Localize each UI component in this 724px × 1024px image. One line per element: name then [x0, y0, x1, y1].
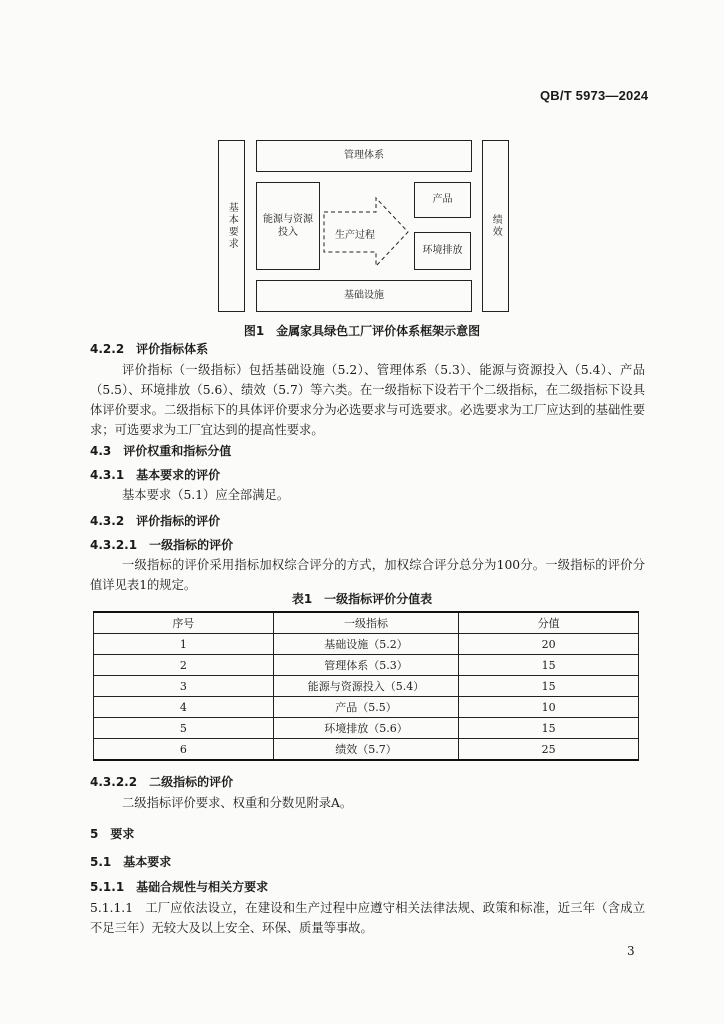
score-table: [93, 611, 639, 761]
heading-4-3-2: [90, 512, 220, 529]
section-number: 4.3.2.1: [90, 538, 138, 552]
table-header-cell: 一级指标: [273, 612, 459, 634]
section-title: 评价指标的评价: [136, 514, 221, 528]
heading-4-3-2-2: [90, 773, 233, 790]
fig-basic-requirement-box: [218, 140, 245, 312]
table-cell: 基础设施（5.2）: [273, 634, 459, 655]
table-cell: 10: [459, 697, 639, 718]
table-header-cell: 序号: [94, 612, 274, 634]
section-number: 5.1.1: [90, 880, 125, 894]
heading-5: [90, 825, 134, 842]
heading-5-1: [90, 853, 171, 870]
table-row: [94, 655, 639, 676]
fig-management-label: 管理体系: [344, 150, 384, 162]
fig-management-box: [256, 140, 472, 172]
figure-caption: 图1 金属家具绿色工厂评价体系框架示意图: [243, 324, 481, 338]
table-row: [94, 697, 639, 718]
heading-4-2-2: [90, 340, 208, 357]
heading-5-1-1: [90, 878, 268, 895]
table-cell: 3: [94, 676, 274, 697]
section-title: 二级指标的评价: [149, 775, 234, 789]
table-header-cell: 分值: [459, 612, 639, 634]
paragraph-4-3-1: 基本要求（5.1）应全部满足。: [122, 488, 290, 502]
fig-process-label: 生产过程: [335, 230, 375, 241]
fig-infrastructure-label: 基础设施: [344, 290, 384, 302]
table-cell: 6: [94, 739, 274, 761]
fig-emission-box: [414, 232, 471, 270]
table-header-row: [94, 612, 639, 634]
section-title: 评价指标体系: [136, 342, 209, 356]
table-cell: 15: [459, 655, 639, 676]
fig-product-label: 产品: [432, 194, 453, 206]
section-title: 基础合规性与相关方要求: [136, 880, 269, 894]
fig-performance-box: [482, 140, 509, 312]
standard-code: QB/T 5973—2024: [540, 88, 649, 103]
section-number: 5: [90, 827, 99, 841]
section-number: 4.2.2: [90, 342, 125, 356]
heading-4-3-2-1: [90, 536, 233, 553]
section-number: 4.3.1: [90, 468, 125, 482]
fig-energy-label: 能源与资源 投入: [263, 213, 313, 238]
fig-infrastructure-box: [256, 280, 472, 312]
clause-number: 5.1.1.1: [90, 901, 134, 915]
heading-4-3: [90, 442, 231, 459]
table-row: [94, 718, 639, 739]
table-cell: 5: [94, 718, 274, 739]
table-row: [94, 634, 639, 655]
section-number: 4.3.2: [90, 514, 125, 528]
table-cell: 4: [94, 697, 274, 718]
section-title: 要求: [110, 827, 135, 841]
fig-product-box: [414, 182, 471, 218]
table-cell: 1: [94, 634, 274, 655]
table-cell: 15: [459, 718, 639, 739]
fig-performance-label: 绩效: [490, 214, 502, 238]
heading-4-3-1: [90, 466, 220, 483]
table-caption: 表1 一级指标评价分值表: [291, 592, 433, 606]
table-cell: 15: [459, 676, 639, 697]
table-cell: 绩效（5.7）: [273, 739, 459, 761]
section-title: 一级指标的评价: [149, 538, 234, 552]
table-row: [94, 739, 639, 761]
fig-basic-requirement-label: 基本要求: [226, 202, 238, 250]
section-title: 基本要求: [123, 855, 172, 869]
table-cell: 25: [459, 739, 639, 761]
table-cell: 能源与资源投入（5.4）: [273, 676, 459, 697]
table-cell: 环境排放（5.6）: [273, 718, 459, 739]
table-cell: 管理体系（5.3）: [273, 655, 459, 676]
section-number: 4.3.2.2: [90, 775, 138, 789]
section-number: 5.1: [90, 855, 112, 869]
paragraph-4-2-2: 评价指标（一级指标）包括基础设施（5.2）、管理体系（5.3）、能源与资源投入（5.4）、产品（5.5）、环境排放（5.6）、绩效（5.7）等六类。在一级指标下设若干个二级指标，在二级指标下设具体评价要求。二级指标下的具体评价要求分为必选要求与可选要求。必选要求为工厂应达到的基础性要求；可选要求为工厂宜达到的提高性要求。: [90, 363, 645, 437]
paragraph-4-3-2-1: 一级指标的评价采用指标加权综合评分的方式，加权综合评分总分为100分。一级指标的评价分值详见表1的规定。: [90, 558, 645, 592]
page-number: 3: [627, 944, 635, 958]
section-title: 评价权重和指标分值: [123, 444, 232, 458]
paragraph-4-3-2-2: 二级指标评价要求、权重和分数见附录A。: [122, 796, 353, 810]
section-title: 基本要求的评价: [136, 468, 221, 482]
fig-emission-label: 环境排放: [422, 245, 463, 257]
paragraph-5-1-1-1: [90, 898, 645, 938]
fig-energy-box: [256, 182, 320, 270]
table-cell: 2: [94, 655, 274, 676]
section-number: 4.3: [90, 444, 112, 458]
clause-text: 工厂应依法设立，在建设和生产过程中应遵守相关法律法规、政策和标准，近三年（含成立不足三年）无较大及以上安全、环保、质量等事故。: [90, 901, 645, 935]
table-cell: 20: [459, 634, 639, 655]
table-row: [94, 676, 639, 697]
table-cell: 产品（5.5）: [273, 697, 459, 718]
